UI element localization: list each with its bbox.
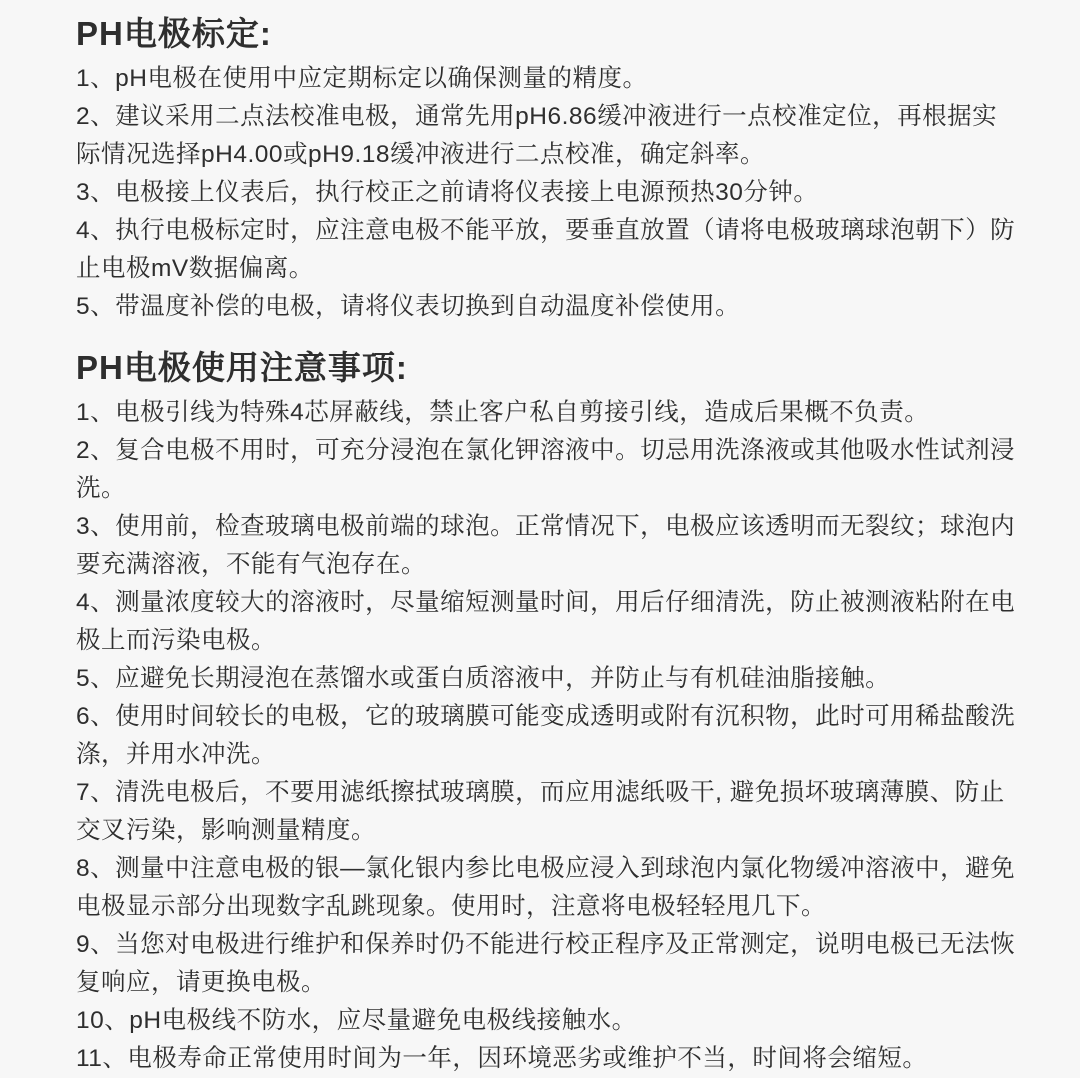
list-item: 2、复合电极不用时，可充分浸泡在氯化钾溶液中。切忌用洗涤液或其他吸水性试剂浸洗。 bbox=[76, 437, 1016, 502]
section-precautions bbox=[76, 346, 1016, 1078]
list-item: 8、测量中注意电极的银—氯化银内参比电极应浸入到球泡内氯化物缓冲溶液中，避免电极显示部分出现数字乱跳现象。使用时，注意将电极轻轻甩几下。 bbox=[76, 855, 1016, 920]
list-item: 6、使用时间较长的电极，它的玻璃膜可能变成透明或附有沉积物，此时可用稀盐酸洗涤，并用水冲洗。 bbox=[76, 703, 1016, 768]
list-item: 10、pH电极线不防水，应尽量避免电极线接触水。 bbox=[76, 1007, 637, 1034]
list-item: 3、使用前，检查玻璃电极前端的球泡。正常情况下，电极应该透明而无裂纹；球泡内要充满溶液，不能有气泡存在。 bbox=[76, 513, 1016, 578]
list-item: 1、pH电极在使用中应定期标定以确保测量的精度。 bbox=[76, 65, 648, 92]
section-calibration bbox=[76, 12, 1016, 326]
list-item: 5、应避免长期浸泡在蒸馏水或蛋白质溶液中，并防止与有机硅油脂接触。 bbox=[76, 665, 891, 692]
list-item: 4、测量浓度较大的溶液时，尽量缩短测量时间，用后仔细清洗，防止被测液粘附在电极上而污染电极。 bbox=[76, 589, 1016, 654]
list-item: 2、建议采用二点法校准电极，通常先用pH6.86缓冲液进行一点校准定位，再根据实际情况选择pH4.00或pH9.18缓冲液进行二点校准，确定斜率。 bbox=[76, 103, 998, 168]
list-item: 4、执行电极标定时，应注意电极不能平放，要垂直放置（请将电极玻璃球泡朝下）防止电极mV数据偏离。 bbox=[76, 217, 1016, 282]
list-item: 11、电极寿命正常使用时间为一年，因环境恶劣或维护不当，时间将会缩短。 bbox=[76, 1045, 928, 1072]
section-title-calibration: PH电极标定: bbox=[76, 15, 272, 52]
list-item: 1、电极引线为特殊4芯屏蔽线，禁止客户私自剪接引线，造成后果概不负责。 bbox=[76, 399, 930, 426]
section-title-precautions: PH电极使用注意事项: bbox=[76, 349, 408, 386]
list-item: 5、带温度补偿的电极，请将仪表切换到自动温度补偿使用。 bbox=[76, 293, 741, 320]
list-item: 3、电极接上仪表后，执行校正之前请将仪表接上电源预热30分钟。 bbox=[76, 179, 819, 206]
list-item: 9、当您对电极进行维护和保养时仍不能进行校正程序及正常测定，说明电极已无法恢复响应，请更换电极。 bbox=[76, 931, 1016, 996]
list-item: 7、清洗电极后，不要用滤纸擦拭玻璃膜，而应用滤纸吸干, 避免损坏玻璃薄膜、防止交叉污染，影响测量精度。 bbox=[76, 779, 1005, 844]
